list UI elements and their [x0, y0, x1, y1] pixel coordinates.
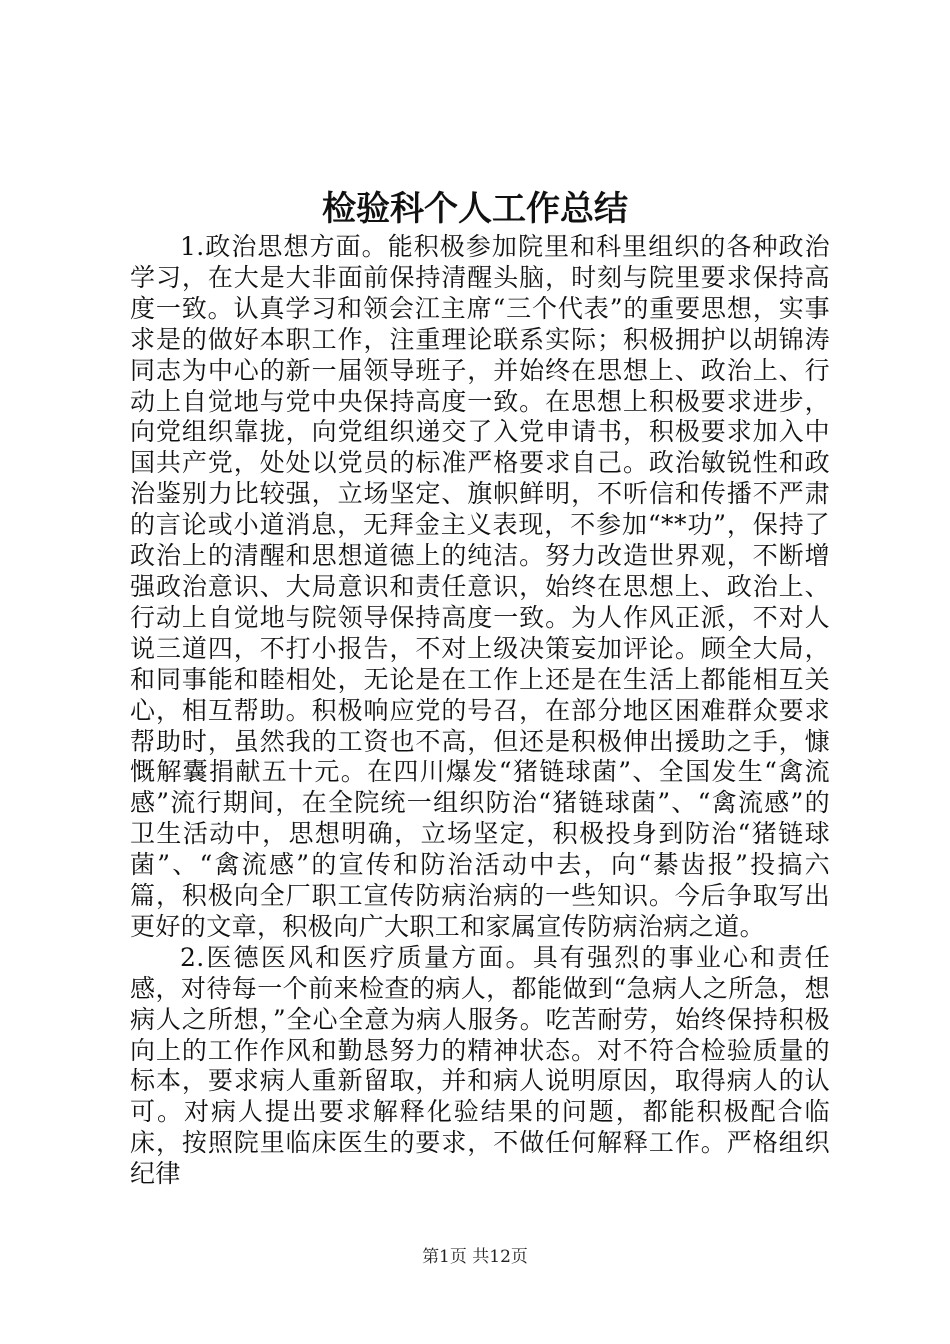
document-title: 检验科个人工作总结 [322, 189, 628, 229]
paragraph-medical-ethics: 2.医德医风和医疗质量方面。具有强烈的事业心和责任感，对待每一个前来检查的病人，都能做到“急病人之所急，想病人之所想，”全心全意为病人服务。吃苦耐劳，始终保持积极向上的工作作风和勤恳努力的精神状态。对不符合检验质量的标本，要求病人重新留取，并和病人说明原因，取得病人的认可。对病人提出要求解释化验结果的问题，都能积极配合临床，按照院里临床医生的要求，不做任何解释工作。严格组织纪律 [130, 942, 830, 1189]
document-body [130, 232, 830, 1190]
page-number-footer: 第1页 共12页 [422, 1247, 528, 1267]
paragraph-political: 1.政治思想方面。能积极参加院里和科里组织的各种政治学习，在大是大非面前保持清醒头脑，时刻与院里要求保持高度一致。认真学习和领会江主席“三个代表”的重要思想，实事求是的做好本职工作，注重理论联系实际；积极拥护以胡锦涛同志为中心的新一届领导班子，并始终在思想上、政治上、行动上自觉地与党中央保持高度一致。在思想上积极要求进步，向党组织靠拢，向党组织递交了入党申请书，积极要求加入中国共产党，处处以党员的标准严格要求自己。政治敏锐性和政治鉴别力比较强，立场坚定、旗帜鲜明，不听信和传播不严肃的言论或小道消息，无拜金主义表现，不参加“**功”，保持了政治上的清醒和思想道德上的纯洁。努力改造世界观，不断增强政治意识、大局意识和责任意识，始终在思想上、政治上、行动上自觉地与院领导保持高度一致。为人作风正派，不对人说三道四，不打小报告，不对上级决策妄加评论。顾全大局，和同事能和睦相处，无论是在工作上还是在生活上都能相互关心，相互帮助。积极响应党的号召，在部分地区困难群众要求帮助时，虽然我的工资也不高，但还是积极伸出援助之手，慷慨解囊捐献五十元。在四川爆发“猪链球菌”、全国发生“禽流感”流行期间，在全院统一组织防治“猪链球菌”、“禽流感”的卫生活动中，思想明确，立场坚定，积极投身到防治“猪链球菌”、“禽流感”的宣传和防治活动中去，向“綦齿报”投搞六篇，积极向全厂职工宣传防病治病的一些知识。今后争取写出更好的文章，积极向广大职工和家属宣传防病治病之道。 [130, 232, 830, 941]
